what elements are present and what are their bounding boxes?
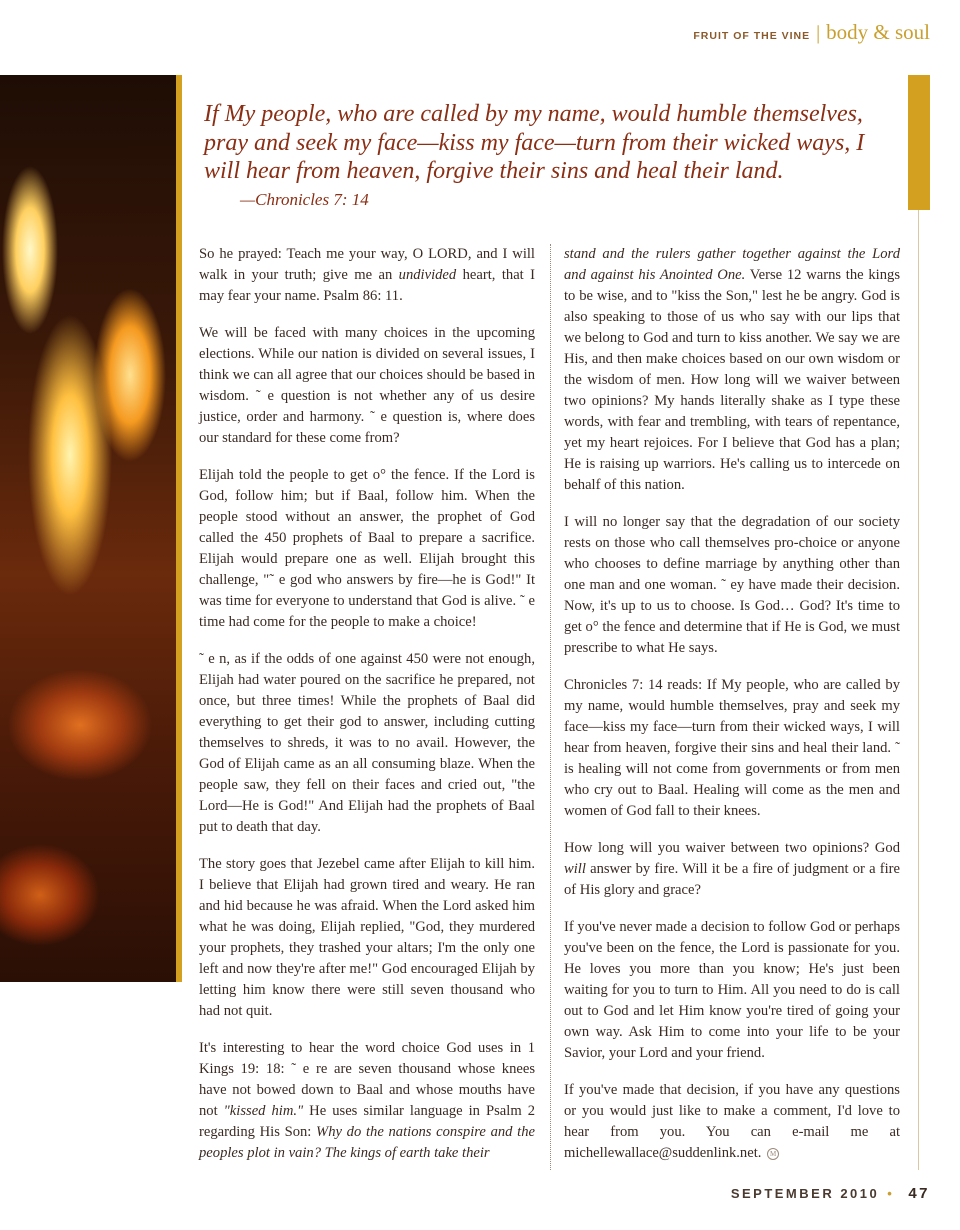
text-run: heart, that I may fear your name. Psalm 86: 11. [199,267,535,304]
text-run: He uses similar language in Psalm 2 regarding His Son: [199,1103,535,1140]
emphasis: will [564,861,586,877]
fire-photo [0,75,176,982]
paragraph: We will be faced with many choices in the upcoming elections. While our nation is divided on several issues, I think we can all agree that our choices should be based in wisdom. ˜ e question is not whether any of us desire justice, order and harmony. ˜ e question is, where does our standard for these come from? [199,325,535,446]
photo-gold-border [176,75,182,982]
text-run: answer by fire. Will it be a fire of judgment or a fire of His glory and grace? [564,861,900,898]
paragraph: The story goes that Jezebel came after Elijah to kill him. I believe that Elijah had grown tired and weary. He ran and hid because he was afraid. When the Lord asked him what he was doing, Elijah replied, "God, they murdered your prophets, they trashed your altars; I'm the only one left and now they're after me!" God encouraged Elijah by letting him know there were still seven thousand who had not quit. [199,856,535,1019]
paragraph: ˜ e n, as if the odds of one against 450 were not enough, Elijah had water poured on the sacrifice he prepared, not once, but three times! While the prophets of Baal did everything to get their god to answer, including cutting themselves to shreds, it was to no avail. However, the God of Elijah came as an all consuming blaze. When the people saw, they fell on their faces and cried out, "the Lord—He is God!" And Elijah had the prophets of Baal put to death that day. [199,651,535,835]
footer-bullet: • [887,1186,895,1201]
paragraph: I will no longer say that the degradation of our society rests on those who call themselves pro-choice or anyone who chooses to define marriage by anything other than one man and one woman. ˜ ey have made their decision. Now, it's up to us to choose. Is God… God? It's time to get o° the fence and determine that if He is God, we must prescribe to what He says. [564,514,900,656]
text-run: If you've made that decision, if you have any questions or you would just like to make a comment, I'd love to hear from you. You can e-mail me at michellewallace@suddenlink.net. [564,1082,900,1161]
paragraph: Elijah told the people to get o° the fence. If the Lord is God, follow him; but if Baal, follow him. When the people stood without an answer, the prophet of God called the 450 prophets of Baal to prepare a sacrifice. Elijah would prepare one as well. Elijah brought this challenge, "˜ e god who answers by fire—he is God!" It was time for everyone to understand that God is alive. ˜ e time had come for the people to make a choice! [199,467,535,630]
paragraph [564,1080,900,1164]
text-run: How long will you waiver between two opinions? God [564,840,900,856]
issue-date: SEPTEMBER 2010 [730,1186,880,1201]
emphasis: stand and the rulers gather together against the Lord and against his Anointed One. [564,246,900,283]
paragraph [199,244,535,307]
emphasis: "kissed him." [223,1103,304,1119]
paragraph [564,244,900,496]
page-number: 47 [908,1185,930,1202]
running-header [693,20,930,45]
pull-quote-citation: —Chronicles 7: 14 [240,189,369,209]
end-mark-icon: M [767,1148,779,1160]
text-run: Verse 12 warns the kings to be wise, and to "kiss the Son," lest he be angry. God is also speaking to those of us who say with our lips that we belong to God and turn to kiss another. We say we are His, and then make choices based on our own wisdom or the wisdom of men. How long will we waiver between two opinions? My hands literally shake as I type these words, with fear and trembling, with tears of repentance, yet my heart rejoices. For I believe that God has a plan; He is raising up warriors. He's calling us to intercede on behalf of this nation. [564,267,900,493]
pull-quote-text: If My people, who are called by my name, would humble themselves, pray and seek my face—kiss my face—turn from their wicked ways, I will hear from heaven, forgive their sins and heal their land. [204,101,865,184]
margin-rule [918,210,919,1170]
header-separator: | [816,22,821,44]
section-topic: body & soul [826,20,930,44]
text-run: So he prayed: Teach me your way, O LORD, and I will walk in your truth; give me an [199,246,535,283]
paragraph: Chronicles 7: 14 reads: If My people, who are called by my name, would humble themselves, pray and seek my face—kiss my face—turn from their wicked ways, I will hear from heaven, forgive their sins and heal their land. ˜ is healing will not come from governments or from men who cry out to Baal. Healing will come as the men and women of God fall to their knees. [564,677,900,819]
pull-quote [204,100,904,210]
text-run: It's interesting to hear the word choice God uses in 1 Kings 19: 18: ˜ e re are seven thousand whose knees have not bowed down to Baal and whose mouths have not [199,1040,535,1119]
article-column-2 [564,244,900,1180]
gold-accent-bar [908,75,930,210]
section-name: FRUIT OF THE VINE [693,30,811,42]
emphasis: undivided [398,267,457,283]
emphasis: Why do the nations conspire and the peoples plot in vain? The kings of earth take their [199,1124,535,1161]
page-footer [731,1185,930,1202]
article-column-1 [199,244,535,1180]
paragraph [199,1038,535,1164]
column-divider [550,244,551,1170]
paragraph: If you've never made a decision to follow God or perhaps you've been on the fence, the Lord is passionate for you. He loves you more than you know; He's just been waiting for you to turn to Him. All you need to do is call out to God and let Him know you're tired of going your own way. Ask Him to come into your life to be your Savior, your Lord and your friend. [564,919,900,1061]
paragraph [564,838,900,901]
